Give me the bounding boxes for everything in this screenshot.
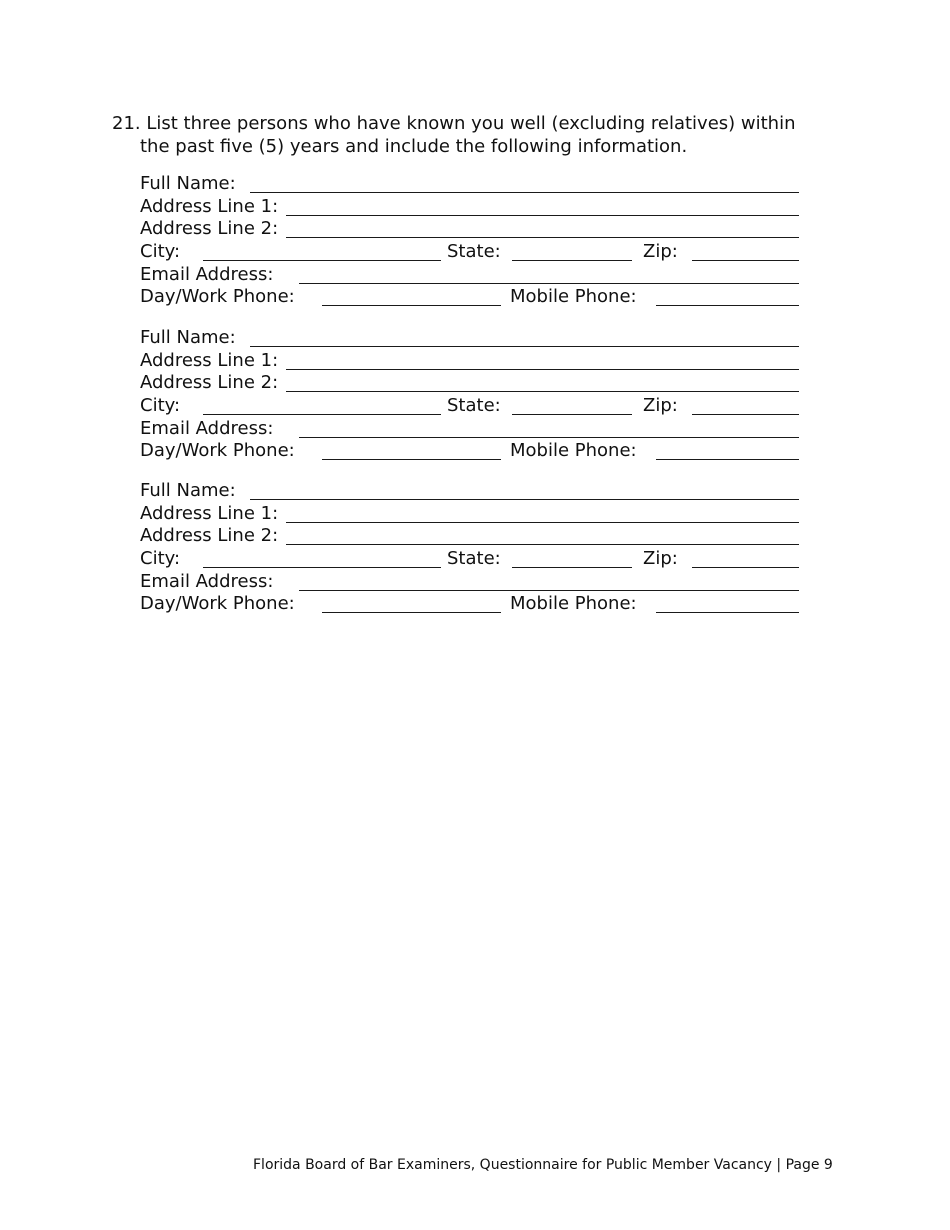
full-name-field[interactable] (250, 178, 799, 193)
email-row (140, 264, 800, 287)
day-work-phone-field[interactable] (322, 598, 501, 613)
full-name-label: Full Name: (140, 327, 236, 348)
city-field[interactable] (203, 553, 441, 568)
email-field[interactable] (299, 423, 799, 438)
email-field[interactable] (299, 269, 799, 284)
address-line-1-label: Address Line 1: (140, 502, 279, 524)
zip-label: Zip: (643, 548, 678, 570)
address-line-2-label: Address Line 2: (140, 372, 279, 394)
zip-label: Zip: (643, 241, 678, 263)
mobile-phone-field[interactable] (656, 445, 799, 460)
full-name-row (140, 480, 800, 503)
phone-row (140, 286, 800, 309)
address-line-1-row (140, 196, 800, 219)
city-field[interactable] (203, 246, 441, 261)
email-row (140, 418, 800, 441)
full-name-row (140, 327, 800, 350)
question-text-line-1: List three persons who have known you well (excluding relatives) within (146, 113, 796, 134)
address-line-1-label: Address Line 1: (140, 195, 279, 217)
city-state-zip-row (140, 241, 800, 264)
zip-label: Zip: (643, 395, 678, 417)
address-line-2-label: Address Line 2: (140, 218, 279, 240)
address-line-1-field[interactable] (286, 508, 799, 523)
zip-field[interactable] (692, 553, 799, 568)
city-label: City: (140, 395, 181, 417)
email-row (140, 571, 800, 594)
zip-field[interactable] (692, 400, 799, 415)
zip-field[interactable] (692, 246, 799, 261)
state-field[interactable] (512, 246, 632, 261)
address-line-1-row (140, 503, 800, 526)
full-name-field[interactable] (250, 485, 799, 500)
address-line-2-field[interactable] (286, 530, 799, 545)
full-name-field[interactable] (250, 332, 799, 347)
reference-block-1 (140, 173, 800, 309)
state-label: State: (447, 395, 501, 417)
mobile-phone-label: Mobile Phone: (510, 593, 637, 615)
mobile-phone-field[interactable] (656, 598, 799, 613)
question-number: 21. (112, 113, 141, 134)
question-21 (112, 112, 842, 158)
email-field[interactable] (299, 576, 799, 591)
reference-block-2 (140, 327, 800, 463)
address-line-2-row (140, 525, 800, 548)
page-footer: Florida Board of Bar Examiners, Questionnaire for Public Member Vacancy | Page 9 (253, 1157, 833, 1173)
address-line-1-field[interactable] (286, 201, 799, 216)
phone-row (140, 593, 800, 616)
email-label: Email Address: (140, 570, 274, 592)
address-line-1-row (140, 350, 800, 373)
address-line-2-field[interactable] (286, 223, 799, 238)
full-name-label: Full Name: (140, 173, 236, 194)
address-line-1-field[interactable] (286, 355, 799, 370)
state-field[interactable] (512, 553, 632, 568)
question-text-line-2: the past five (5) years and include the following information. (140, 136, 688, 157)
mobile-phone-label: Mobile Phone: (510, 440, 637, 462)
day-work-phone-label: Day/Work Phone: (140, 286, 295, 308)
day-work-phone-field[interactable] (322, 291, 501, 306)
email-label: Email Address: (140, 263, 274, 285)
day-work-phone-label: Day/Work Phone: (140, 440, 295, 462)
city-state-zip-row (140, 395, 800, 418)
address-line-2-row (140, 372, 800, 395)
city-state-zip-row (140, 548, 800, 571)
address-line-2-label: Address Line 2: (140, 525, 279, 547)
day-work-phone-field[interactable] (322, 445, 501, 460)
day-work-phone-label: Day/Work Phone: (140, 593, 295, 615)
city-label: City: (140, 548, 181, 570)
email-label: Email Address: (140, 417, 274, 439)
state-label: State: (447, 548, 501, 570)
state-label: State: (447, 241, 501, 263)
address-line-2-field[interactable] (286, 377, 799, 392)
state-field[interactable] (512, 400, 632, 415)
full-name-row (140, 173, 800, 196)
mobile-phone-field[interactable] (656, 291, 799, 306)
city-label: City: (140, 241, 181, 263)
reference-block-3 (140, 480, 800, 616)
city-field[interactable] (203, 400, 441, 415)
address-line-1-label: Address Line 1: (140, 349, 279, 371)
mobile-phone-label: Mobile Phone: (510, 286, 637, 308)
address-line-2-row (140, 218, 800, 241)
phone-row (140, 440, 800, 463)
full-name-label: Full Name: (140, 480, 236, 501)
